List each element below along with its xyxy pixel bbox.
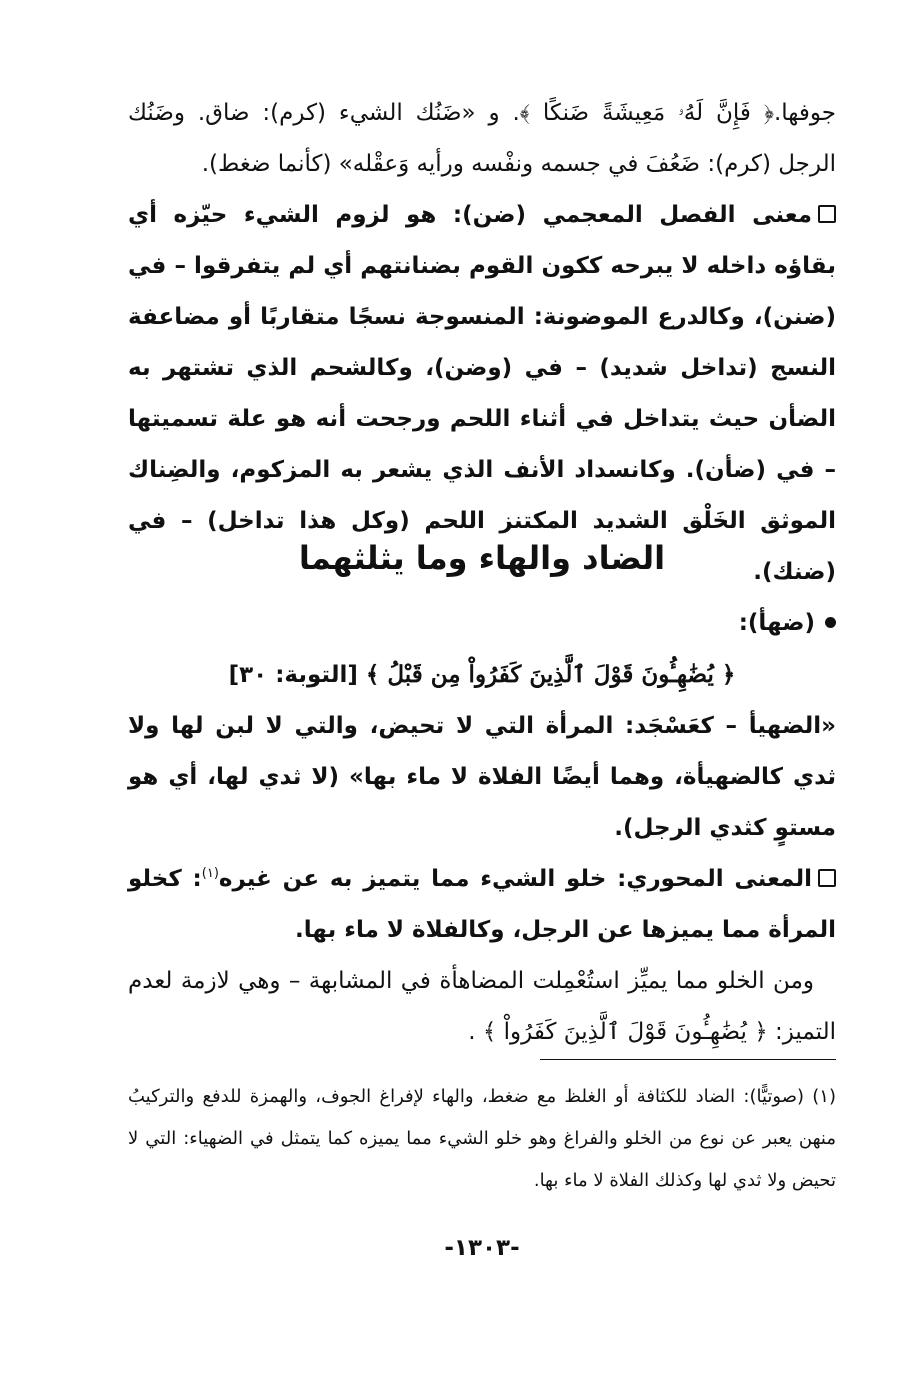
- verse-reference: [التوبة: ٣٠]: [228, 662, 358, 688]
- footnote: (١) (صوتيًّا): الضاد للكثافة أو الغلظ مع ضغط، والهاء لإفراغ الجوف، والهمزة للدفع والتركيبُ منهن يعبر عن نوع من الخلو والفراغ وهو خلو الشيء مما يميزه كما يتمثل في الضهياء: التي لا تحيض ولا ثدي لها وكذلك الفلاة لا ماء بها.: [128, 1086, 836, 1191]
- quran-verse: ﴿ يُضَٰهِـُٔونَ قَوْلَ ٱلَّذِينَ كَفَرُواْ مِن قَبْلُ ﴾: [365, 661, 736, 688]
- square-marker-icon: [818, 869, 836, 887]
- footnote-divider: [540, 1059, 836, 1060]
- quran-quote: ﴿ يُضَٰهِـُٔونَ قَوْلَ ٱلَّذِينَ كَفَرُواْ ﴾: [482, 1019, 768, 1045]
- core-meaning-paragraph: المعنى المحوري: خلو الشيء مما يتميز به عن غيره$^{(١)}$: كخلو المرأة مما يميزها عن الرجل، وكالفلاة لا ماء بها.: [128, 866, 836, 943]
- quran-verse-line: [128, 649, 836, 701]
- paragraph-daink: جوفها.﴿ فَإِنَّ لَهُۥ مَعِيشَةً ضَنكًا ﴾. و «ضَنُك الشيء (كرم): ضاق. وضَنُك الرجل (كرم): ضَعُفَ في جسمه ونفْسه ورأيه وَعقْله» (كأنما ضغط).: [128, 100, 836, 177]
- section-title: الضاد والهاء وما يثلثهما: [298, 539, 666, 577]
- paragraph-lexical-meaning: معنى الفصل المعجمي (ضن): هو لزوم الشيء حيّزه أي بقاؤه داخله لا يبرحه ككون القوم بضنانتهم أي لم يتفرقوا – في (ضنن)، وكالدرع الموضونة: المنسوجة نسجًا متقاربًا أو مضاعفة النسج (تداخل شديد) – في (وضن)، وكالشحم الذي تشتهر به الضأن حيث يتداخل في أثناء اللحم ورجحت أنه هو علة تسميتها – في (ضأن). وكانسداد الأنف الذي يشعر به المزكوم، والضِناك الموثق الخَلْق الشديد المكتنز اللحم (وكل هذا تداخل) – في (ضنك).: [128, 202, 836, 585]
- footnote-reference[interactable]: (١): [201, 866, 219, 881]
- entry-section: [128, 598, 836, 1058]
- entry-definition: «الضهيأ – كعَسْجَد: المرأة التي لا تحيض، والتي لا لبن لها ولا ثدي كالضهيأة، وهما أيضًا الفلاة لا ماء بها» (لا ثدي لها، أي هو مستوٍ كثدي الرجل).: [128, 713, 836, 841]
- entry-headword: (ضهأ):: [128, 598, 836, 649]
- square-marker-icon: [818, 205, 836, 223]
- usage-paragraph: ومن الخلو مما يميِّز استُعْمِلت المضاهأة في المشابهة – وهي لازمة لعدم التميز: ﴿ يُضَٰهِـُٔونَ قَوْلَ ٱلَّذِينَ كَفَرُواْ ﴾ .: [128, 968, 836, 1045]
- top-section: [128, 88, 836, 598]
- bullet-icon: [825, 617, 836, 628]
- page-number: -١٣٠٣-: [444, 1235, 520, 1261]
